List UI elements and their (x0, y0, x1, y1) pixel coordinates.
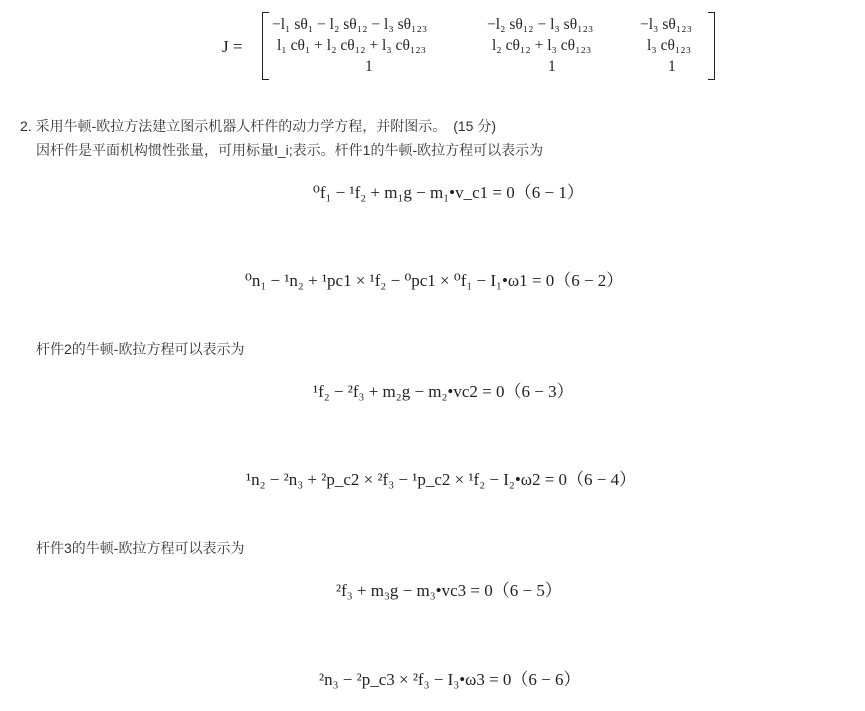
matrix-cell-r1c2: −l₂ sθ₁₂ − l₃ sθ₁₂₃ (487, 16, 594, 33)
equation-6-6: ²n₃ − ²p_c3 × ²f₃ − I₃•ω3 = 0（6 − 6） (319, 670, 581, 689)
matrix-cell-r3c1: 1 (365, 58, 373, 75)
equation-6-1: ⁰f₁ − ¹f₂ + m₁g − m₁•v_c1 = 0（6 − 1） (313, 183, 584, 202)
question-heading: 2. 采用牛顿-欧拉方法建立图示机器人杆件的动力学方程，并附图示。 (15 分) (20, 118, 497, 134)
equation-6-5: ²f₃ + m₃g − m₃•vc3 = 0（6 − 5） (336, 581, 562, 600)
equation-6-3: ¹f₂ − ²f₃ + m₂g − m₂•vc2 = 0（6 − 3） (313, 382, 574, 401)
matrix-cell-r2c1: l₁ cθ₁ + l₂ cθ₁₂ + l₃ cθ₁₂₃ (277, 37, 427, 54)
jacobian-label: J = (222, 37, 243, 56)
matrix-cell-r2c3: l₃ cθ₁₂₃ (647, 37, 692, 54)
matrix-right-bracket (708, 12, 715, 80)
matrix-cell-r3c3: 1 (668, 58, 676, 75)
matrix-cell-r3c2: 1 (548, 58, 556, 75)
matrix-cell-r2c2: l₂ cθ₁₂ + l₃ cθ₁₂₃ (492, 37, 592, 54)
equation-6-4: ¹n₂ − ²n₃ + ²p_c2 × ²f₃ − ¹p_c2 × ¹f₂ − I₂•ω2 = 0（6 − 4） (246, 470, 637, 489)
link2-intro: 杆件2的牛顿-欧拉方程可以表示为 (36, 341, 245, 357)
matrix-cell-r1c3: −l₃ sθ₁₂₃ (640, 16, 692, 33)
question-intro: 因杆件是平面机构惯性张量，可用标量I_i;表示。杆件1的牛顿-欧拉方程可以表示为 (36, 142, 544, 158)
matrix-left-bracket (262, 12, 269, 80)
equation-6-2: ⁰n₁ − ¹n₂ + ¹pc1 × ¹f₂ − ⁰pc1 × ⁰f₁ − I₁•ω1 = 0（6 − 2） (245, 271, 624, 290)
matrix-cell-r1c1: −l₁ sθ₁ − l₂ sθ₁₂ − l₃ sθ₁₂₃ (272, 16, 428, 33)
link3-intro: 杆件3的牛顿-欧拉方程可以表示为 (36, 540, 245, 556)
